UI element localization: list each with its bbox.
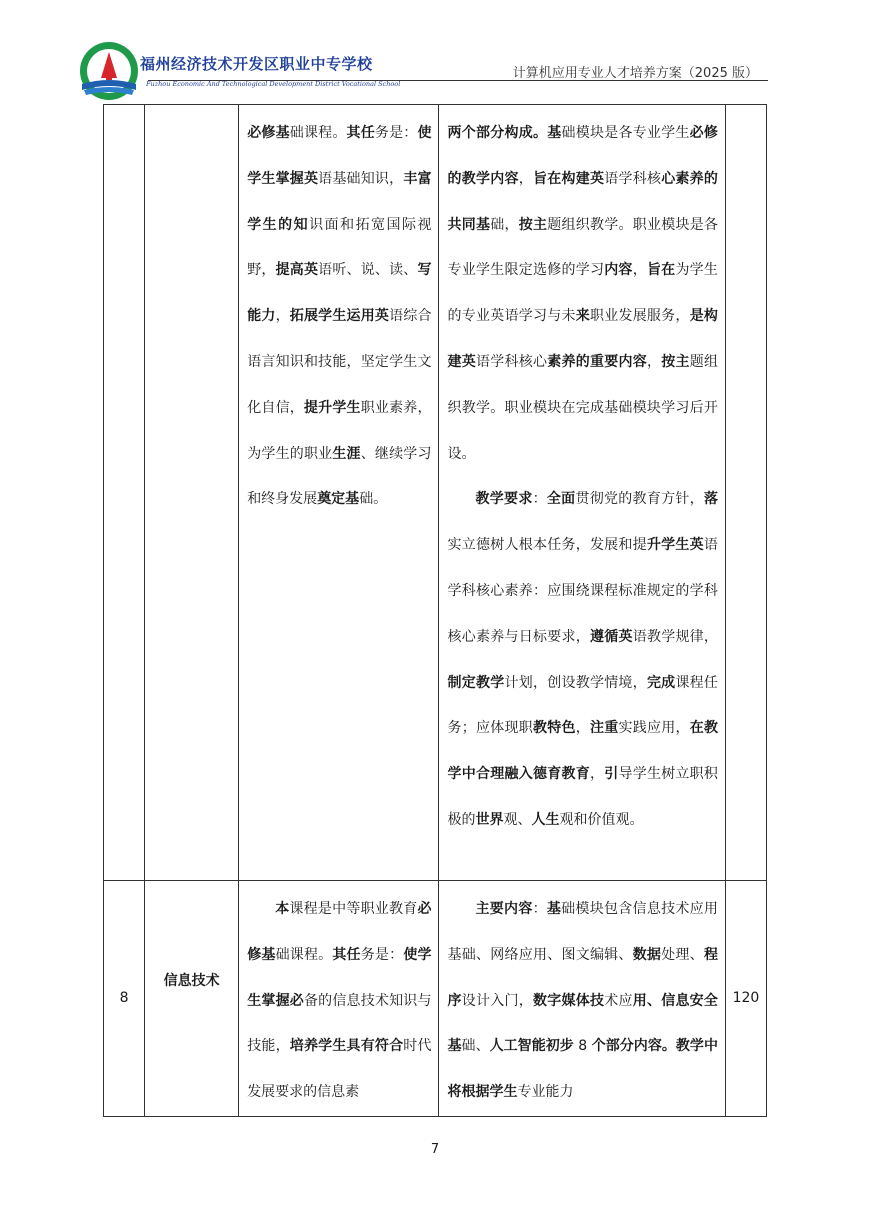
course-task-cell (239, 105, 439, 881)
course-task-text: 必修基础课程。其任务是：使学生掌握英语基础知识，丰富学生的知识面和拓宽国际视野，提高英语听、说、读、写能力，拓展学生运用英语综合语言知识和技能，坚定学生文化自信，提升学生职业素养，为学生的职业生涯、继续学习和终身发展奠定基础。 (247, 125, 432, 508)
school-name-en: Fuzhou Economic And Technological Development District Vocational School (146, 80, 401, 88)
page-header (0, 0, 870, 110)
curriculum-table (103, 104, 767, 1117)
course-content-cell (439, 881, 725, 1117)
school-logo-icon (78, 40, 140, 102)
course-name-rest: 术 (205, 973, 220, 990)
hours-cell: 120 (725, 881, 766, 1117)
hours-cell (725, 105, 766, 881)
course-content-text: 主要内容：基础模块包含信息技术应用基础、网络应用、图文编辑、数据处理、程序设计入门，数字媒体技术应用、信息安全基础、人工智能初步 8 个部分内容。教学中将根据学生专业能力 (447, 901, 718, 1101)
table-row (104, 105, 767, 881)
course-task-cell (239, 881, 439, 1117)
course-content-text: 两个部分构成。基础模块是各专业学生必修的教学内容，旨在构建英语学科核心素养的共同基础，按主题组织教学。职业模块是各专业学生限定选修的学习内容，旨在为学生的专业英语学习与未来职业发展服务，是构建英语学科核心素养的重要内容，按主题组织教学。职业模块在完成基础模块学习后开设。 (447, 125, 718, 462)
teaching-requirements-text: 教学要求：全面贯彻党的教育方针，落实立德树人根本任务，发展和提升学生英语学科核心素养：应围绕课程标准规定的学科核心素养与日标要求，遵循英语教学规律，制定教学计划，创设教学情境，完成课程任务；应体现职教特色，注重实践应用，在教学中合理融入德育教育，引导学生树立职积极的世界观、人生观和价值观。 (447, 491, 718, 828)
course-name-cell (145, 881, 239, 1117)
table-row (104, 881, 767, 1117)
header-divider (148, 80, 768, 81)
school-name-cn: 福州经济技术开发区职业中专学校 (140, 55, 373, 73)
document-title: 计算机应用专业人才培养方案（2025 版） (512, 66, 758, 81)
course-name-cell (145, 105, 239, 881)
row-number-cell: 8 (104, 881, 145, 1117)
row-number-cell (104, 105, 145, 881)
course-content-cell (439, 105, 725, 881)
course-task-text: 本课程是中等职业教育必修基础课程。其任务是：使学生掌握必备的信息技术知识与技能，培养学生具有符合时代发展要求的信息素 (247, 901, 432, 1101)
course-name-bold: 信息技 (163, 973, 206, 990)
page-number: 7 (430, 1142, 440, 1157)
